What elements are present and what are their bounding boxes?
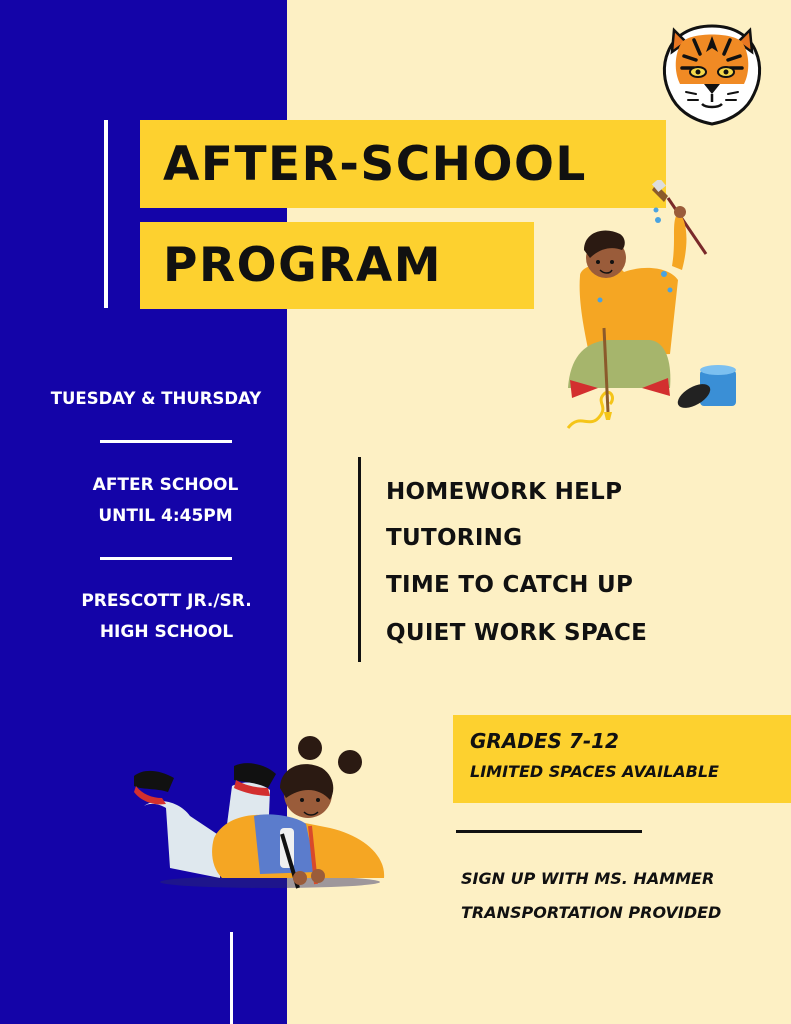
limited-spaces-note: LIMITED SPACES AVAILABLE xyxy=(470,762,719,781)
feature-item: HOMEWORK HELP xyxy=(386,479,623,505)
page-title-line2: PROGRAM xyxy=(163,238,443,293)
signup-divider xyxy=(456,830,642,833)
title-accent-line xyxy=(104,120,108,308)
features-accent-line xyxy=(358,457,361,662)
schedule-location-line1: PRESCOTT JR./SR. xyxy=(81,591,252,611)
schedule-location xyxy=(0,586,333,648)
signup-contact: SIGN UP WITH MS. HAMMER xyxy=(461,869,715,888)
transportation-note: TRANSPORTATION PROVIDED xyxy=(461,903,722,922)
feature-item: TIME TO CATCH UP xyxy=(386,572,634,598)
boy-painting-illustration xyxy=(560,180,740,442)
schedule-days: TUESDAY & THURSDAY xyxy=(50,389,262,408)
grades-callout xyxy=(453,715,791,803)
schedule-time xyxy=(0,470,331,532)
tiger-head-icon xyxy=(660,22,764,128)
schedule-time-line1: AFTER SCHOOL xyxy=(92,475,239,495)
schedule-time-line2: UNTIL 4:45PM xyxy=(98,506,233,526)
page-title-line1: AFTER-SCHOOL xyxy=(163,136,587,192)
feature-item: TUTORING xyxy=(386,525,523,551)
title-box-line2 xyxy=(140,222,534,309)
feature-item: QUIET WORK SPACE xyxy=(386,620,648,646)
bottom-accent-line xyxy=(230,932,233,1024)
grades-range: GRADES 7-12 xyxy=(470,729,619,753)
schedule-location-line2: HIGH SCHOOL xyxy=(99,622,234,642)
divider-line-2 xyxy=(100,557,232,560)
girl-drawing-illustration xyxy=(130,728,390,892)
divider-line-1 xyxy=(100,440,232,443)
